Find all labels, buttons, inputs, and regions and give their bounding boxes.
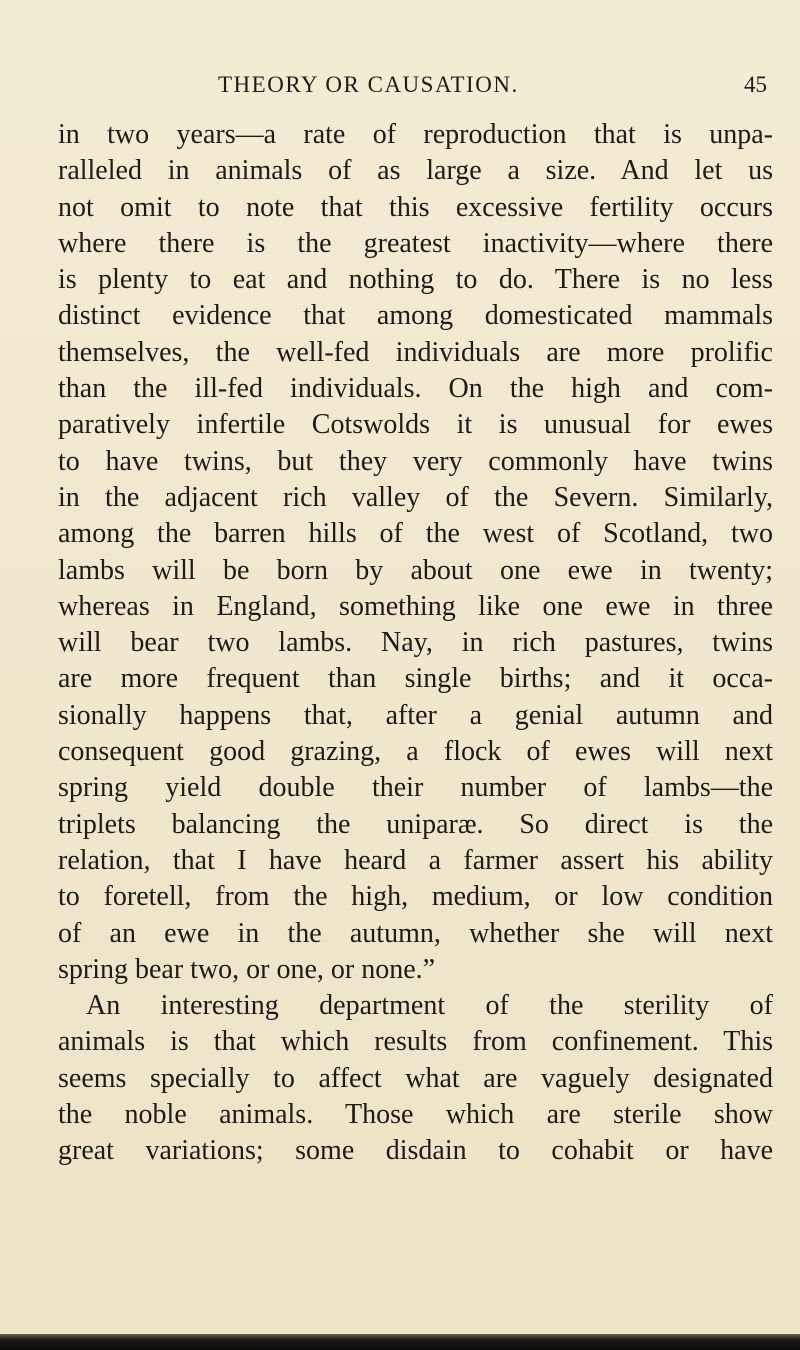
text-line: lambs will be born by about one ewe in twenty;	[58, 554, 773, 586]
text-line: not omit to note that this excessive fertility occurs	[58, 191, 773, 223]
text-line: will bear two lambs. Nay, in rich pastures, twins	[58, 627, 773, 659]
text-line: ralleled in animals of as large a size. And let us	[58, 155, 773, 187]
text-line: of an ewe in the autumn, whether she will next	[58, 917, 773, 949]
text-line: among the barren hills of the west of Scotland, two	[58, 518, 773, 550]
body-text	[58, 117, 773, 1170]
text-line: to have twins, but they very commonly have twins	[58, 445, 773, 477]
paragraph-end-line: spring bear two, or one, or none.”	[58, 953, 436, 985]
text-line: triplets balancing the uniparæ. So direct is the	[58, 808, 773, 840]
text-line: in two years—a rate of reproduction that is unpa-	[58, 119, 773, 150]
text-line: themselves, the well-fed individuals are more prolific	[58, 336, 773, 368]
text-line: where there is the greatest inactivity—where there	[58, 227, 773, 259]
text-line: paratively infertile Cotswolds it is unusual for ewes	[58, 409, 773, 441]
text-line: distinct evidence that among domesticated mammals	[58, 300, 773, 332]
text-line: to foretell, from the high, medium, or low condition	[58, 881, 773, 913]
page-number: 45	[744, 72, 767, 97]
text-line: relation, that I have heard a farmer assert his ability	[58, 844, 773, 876]
text-line: spring yield double their number of lambs—the	[58, 772, 773, 804]
paragraph-start-line: An interesting department of the sterility of	[86, 990, 773, 1022]
running-head	[0, 68, 800, 102]
text-line: consequent good grazing, a flock of ewes will next	[58, 736, 773, 768]
text-line: great variations; some disdain to cohabit or have	[58, 1135, 773, 1167]
text-line: sionally happens that, after a genial autumn and	[58, 699, 773, 731]
text-line: the noble animals. Those which are sterile show	[58, 1099, 773, 1131]
text-line: is plenty to eat and nothing to do. There is no less	[58, 264, 773, 296]
text-line: in the adjacent rich valley of the Severn. Similarly,	[58, 481, 773, 513]
text-line: whereas in England, something like one ewe in three	[58, 590, 773, 622]
running-head-title: THEORY OR CAUSATION.	[218, 72, 519, 97]
text-line: than the ill-fed individuals. On the high and com-	[58, 373, 773, 405]
text-line: are more frequent than single births; and it occa-	[58, 663, 773, 695]
text-line: seems specially to affect what are vaguely designated	[58, 1062, 773, 1094]
scan-bottom-edge	[0, 1334, 800, 1350]
text-line: animals is that which results from confinement. This	[58, 1026, 773, 1058]
